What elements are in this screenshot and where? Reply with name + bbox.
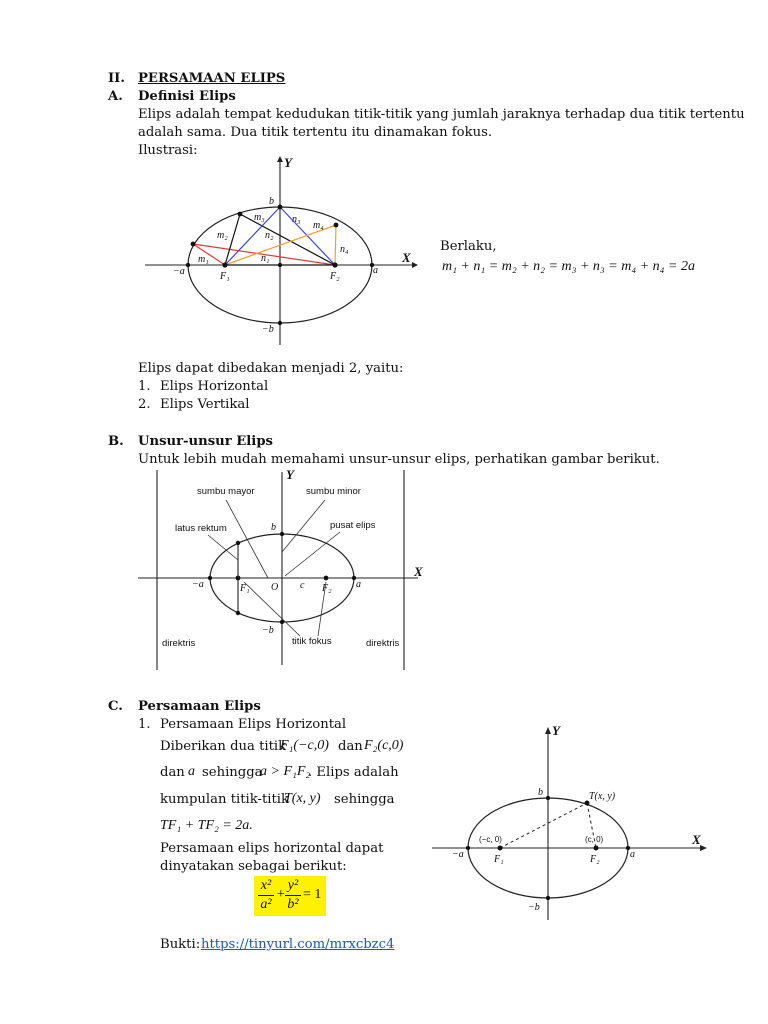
fig3-t-label: T(x, y) (589, 791, 616, 802)
fig1-x-label: X (402, 250, 411, 265)
focal-sum-formula: m₁ + n₁ = m₂ + n₂ = m₃ + n₃ = m₄ + n₄ = 2a (442, 259, 695, 274)
fig2-f1-label: F₁ (240, 583, 250, 594)
fig2-x-label: X (414, 564, 423, 579)
subsection-a-title: Definisi Elips (138, 89, 236, 104)
item-1-number: 1. (138, 717, 151, 732)
para6-text: dinyatakan sebagai berikut: (160, 859, 347, 874)
fig2-neg-a-label: −a (192, 579, 204, 590)
para1-f2: F₂(c,0) (364, 738, 404, 753)
fig1-a-label: a (373, 265, 378, 276)
fig2-neg-b-label: −b (262, 625, 274, 636)
fig3-f2-label: F₂ (590, 854, 600, 865)
fig3-neg-b-dot (546, 896, 550, 900)
fig1-m3-label: m₃ (254, 212, 265, 223)
fig3-tf1-line (500, 803, 587, 848)
elements-intro: Untuk lebih mudah memahami unsur-unsur elips, perhatikan gambar berikut. (138, 452, 660, 467)
fig2-major-label: sumbu mayor (197, 486, 255, 497)
para3-point: T(x, y) (284, 791, 321, 806)
subsection-b-letter: B. (108, 434, 124, 449)
section-title: PERSAMAAN ELIPS (138, 71, 286, 86)
fig2-origin-label: O (271, 582, 279, 593)
fig1-n2-label: n₂ (265, 230, 274, 241)
para1-f1: F₁(−c,0) (280, 738, 329, 753)
fig2-c-label: c (300, 580, 305, 591)
fig2-focus-label: titik fokus (292, 636, 332, 647)
fig1-neg-b-label: −b (262, 324, 274, 335)
subsection-c-letter: C. (108, 699, 123, 714)
type-1-number: 1. (138, 379, 151, 394)
fig1-n4-label: n₄ (340, 244, 349, 255)
fig1-m2-label: m₂ (217, 230, 228, 241)
type-1-label: Elips Horizontal (160, 379, 269, 394)
fig3-y-arrow (545, 727, 551, 734)
item-1-title: Persamaan Elips Horizontal (160, 717, 347, 732)
proof-label: Bukti: (160, 937, 201, 952)
fig3-b-label: b (538, 787, 543, 798)
type-2-number: 2. (138, 397, 151, 412)
fig3-f2-coord: (c, 0) (585, 835, 604, 844)
fig3-x-label: X (692, 832, 701, 847)
definition-line-2: adalah sama. Dua titik tertentu itu dinamakan fokus. (138, 125, 493, 140)
para2-a: a (188, 764, 195, 779)
fig1-m1-label: m₁ (198, 254, 209, 265)
fig3-f2-dot (594, 846, 599, 851)
para3-sehingga: sehingga (334, 792, 395, 807)
fig2-minor-label: sumbu minor (306, 486, 361, 497)
berlaku-label: Berlaku, (440, 239, 497, 254)
proof-link[interactable]: https://tinyurl.com/mrxcbzc4 (201, 937, 395, 952)
fig1-n1-label: n₁ (261, 253, 270, 264)
eq-num-y: y² (287, 878, 299, 893)
eq-den-b: b² (287, 897, 299, 912)
fig2-f2-label: F₂ (322, 583, 332, 594)
fig2-a-label: a (356, 579, 361, 590)
subsection-a-letter: A. (108, 89, 123, 104)
fig1-neg-a-label: −a (173, 266, 185, 277)
subsection-b-title: Unsur-unsur Elips (138, 434, 273, 449)
fig3-a-label: a (630, 849, 635, 860)
fig3-neg-a-label: −a (452, 849, 464, 860)
fig3-f1-dot (498, 846, 503, 851)
eq-den-a: a² (260, 897, 272, 912)
para1-text-dan: dan (338, 739, 363, 754)
fig3-y-label: Y (552, 723, 560, 738)
fig2-directrix-right-label: direktris (366, 638, 400, 649)
para2-text-dan: dan (160, 765, 185, 780)
fig3-f1-coord: (−c, 0) (479, 835, 502, 844)
types-intro: Elips dapat dibedakan menjadi 2, yaitu: (138, 361, 404, 376)
fig2-directrix-left-label: direktris (162, 638, 196, 649)
fig2-latus-label: latus rektum (175, 523, 227, 534)
para3-text: kumpulan titik-titik (160, 792, 289, 807)
para2-sehingga: sehingga (202, 765, 263, 780)
eq-rhs: = 1 (303, 887, 322, 902)
fig3-f1-label: F₁ (494, 854, 504, 865)
fig3-b-dot (546, 796, 550, 800)
illustration-label: Ilustrasi: (138, 143, 198, 158)
fig3-neg-a-dot (466, 846, 470, 850)
para2-tail: . Elips adalah (308, 765, 399, 780)
fig3-x-arrow (700, 845, 707, 851)
fig1-y-label: Y (284, 155, 292, 170)
subsection-c-title: Persamaan Elips (138, 699, 261, 714)
section-number: II. (108, 71, 125, 86)
fig2-b-label: b (271, 522, 276, 533)
fig2-center-label: pusat elips (330, 520, 376, 531)
fig2-y-label: Y (286, 467, 294, 482)
eq-plus: + (276, 887, 286, 902)
para2-condition: a > F₁F₂ (260, 764, 311, 779)
fig1-b-label: b (269, 196, 274, 207)
eq-num-x: x² (260, 878, 272, 893)
fig1-f1-label: F₁ (220, 271, 230, 282)
fig3-neg-b-label: −b (528, 902, 540, 913)
para5-text: Persamaan elips horizontal dapat (160, 841, 384, 856)
fig1-f2-label: F₂ (330, 271, 340, 282)
definition-line-1: Elips adalah tempat kedudukan titik-titik yang jumlah jaraknya terhadap dua titik tertentu (138, 107, 745, 122)
type-2-label: Elips Vertikal (160, 397, 250, 412)
fig1-m4-label: m₄ (313, 220, 324, 231)
focal-sum-condition: TF₁ + TF₂ = 2a. (160, 818, 253, 833)
fig1-n3-label: n₃ (292, 214, 301, 225)
para1-text-a: Diberikan dua titik (160, 739, 287, 754)
